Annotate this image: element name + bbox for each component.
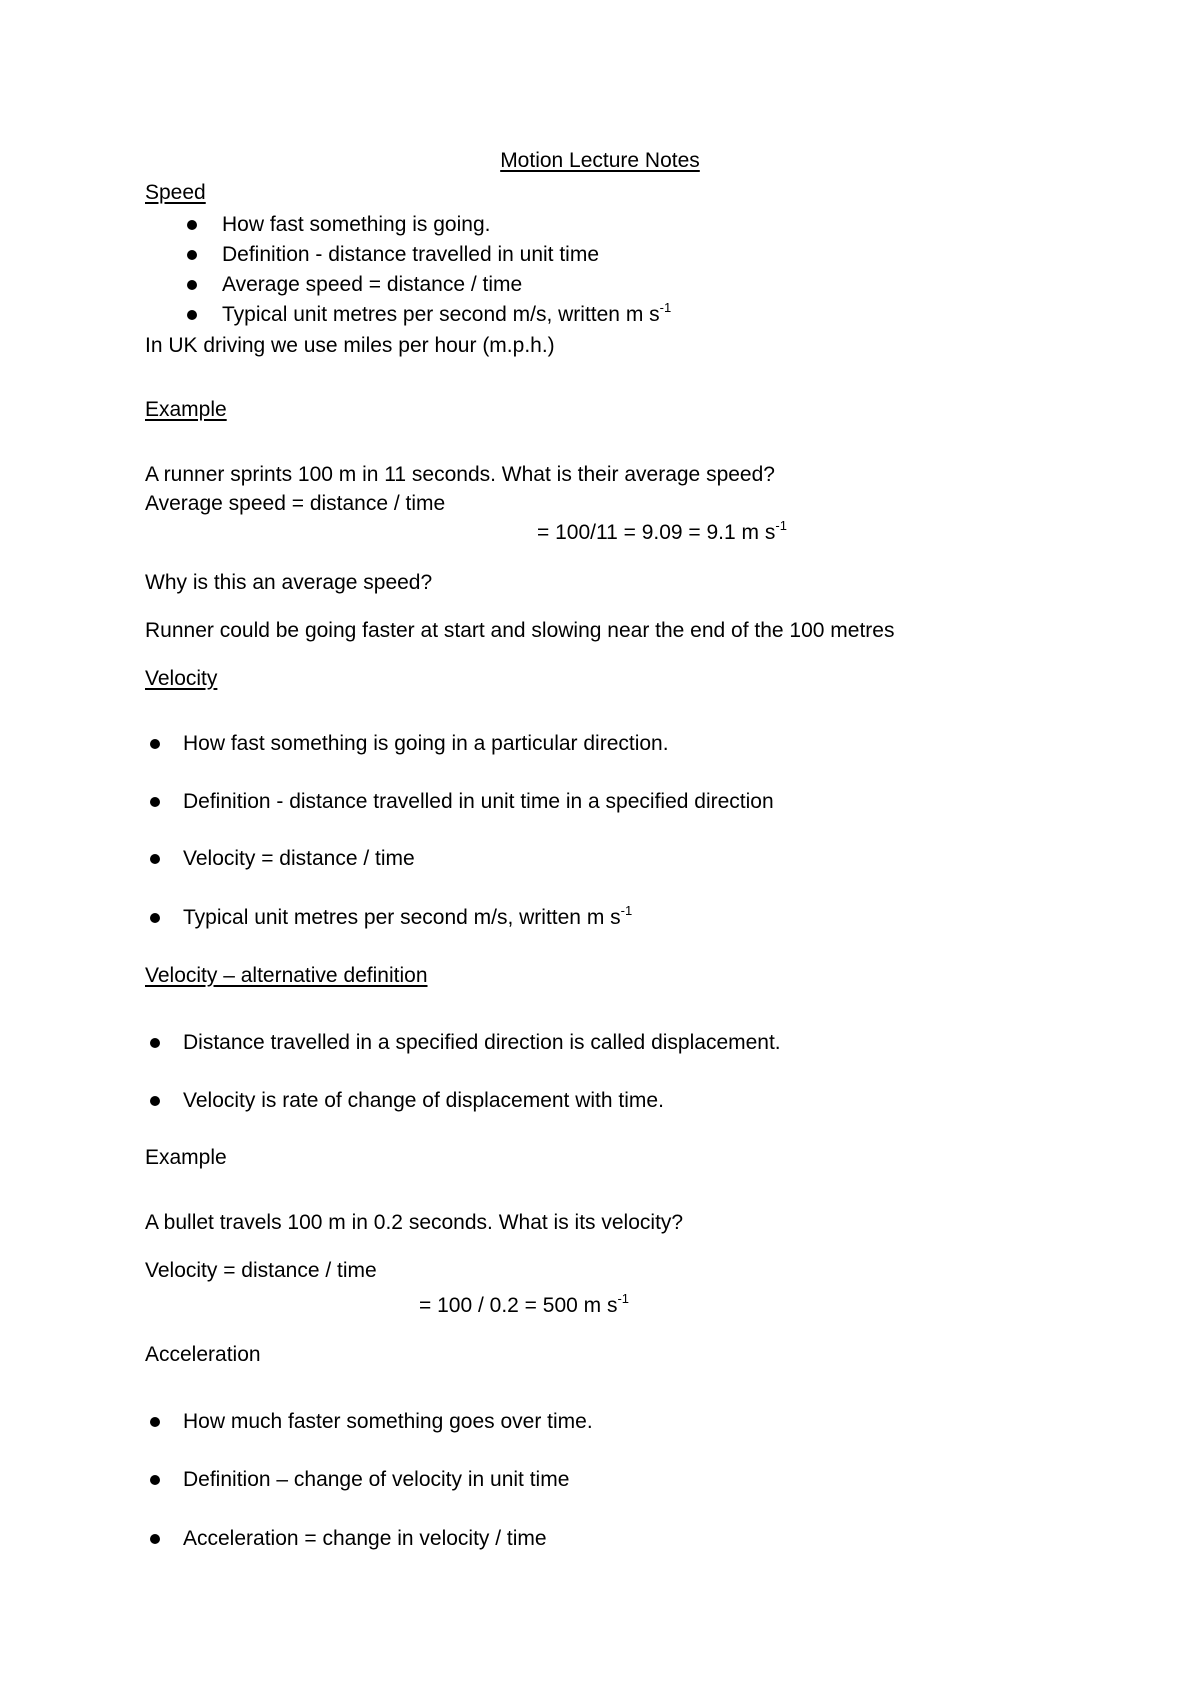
bullet-icon (150, 854, 160, 864)
bullet-icon (187, 250, 197, 260)
list-item-text (183, 905, 632, 931)
bullet-icon (150, 1038, 160, 1048)
list-item-text: Distance travelled in a specified direction is called displacement. (183, 1031, 781, 1054)
list-item-text: How fast something is going in a particular direction. (183, 732, 669, 755)
example1-heading: Example (145, 398, 227, 421)
example2-heading: Example (145, 1146, 227, 1169)
example1-answer: Runner could be going faster at start and slowing near the end of the 100 metres (145, 619, 895, 642)
velocity-heading: Velocity (145, 667, 218, 690)
example1-question: A runner sprints 100 m in 11 seconds. What is their average speed? (145, 463, 775, 486)
unit-text: Typical unit metres per second m/s, written m s (183, 906, 621, 929)
list-item-text: How much faster something goes over time. (183, 1410, 593, 1433)
acceleration-heading: Acceleration (145, 1343, 261, 1366)
calc-text: = 100 / 0.2 = 500 m s (419, 1294, 618, 1317)
velocity-alt-heading: Velocity – alternative definition (145, 964, 428, 987)
list-item-text: Velocity is rate of change of displacement with time. (183, 1089, 664, 1112)
bullet-icon (150, 739, 160, 749)
unit-text: Typical unit metres per second m/s, written m s (222, 303, 660, 326)
bullet-icon (150, 913, 160, 923)
example2-formula: Velocity = distance / time (145, 1259, 377, 1282)
bullet-icon (150, 1534, 160, 1544)
uk-note: In UK driving we use miles per hour (m.p.h.) (145, 334, 555, 357)
example2-question: A bullet travels 100 m in 0.2 seconds. What is its velocity? (145, 1211, 684, 1234)
bullet-icon (150, 1417, 160, 1427)
bullet-icon (150, 1475, 160, 1485)
bullet-icon (150, 1096, 160, 1106)
superscript: -1 (659, 300, 672, 315)
example1-calculation (537, 520, 787, 546)
list-item-text: How fast something is going. (222, 213, 491, 236)
superscript: -1 (617, 1291, 630, 1306)
list-item-text (222, 302, 671, 328)
list-item-text: Definition - distance travelled in unit time (222, 243, 600, 266)
calc-text: = 100/11 = 9.09 = 9.1 m s (537, 521, 776, 544)
list-item-text: Velocity = distance / time (183, 847, 415, 870)
list-item-text: Definition – change of velocity in unit time (183, 1468, 570, 1491)
speed-heading: Speed (145, 181, 206, 204)
bullet-icon (187, 310, 197, 320)
page-title: Motion Lecture Notes (500, 149, 700, 172)
superscript: -1 (775, 518, 787, 533)
bullet-icon (150, 797, 160, 807)
example1-why: Why is this an average speed? (145, 571, 433, 594)
list-item-text: Acceleration = change in velocity / time (183, 1527, 547, 1550)
example2-calculation (419, 1293, 629, 1319)
list-item-text: Average speed = distance / time (222, 273, 523, 296)
example1-formula: Average speed = distance / time (145, 492, 446, 515)
bullet-icon (187, 220, 197, 230)
list-item-text: Definition - distance travelled in unit time in a specified direction (183, 790, 774, 813)
bullet-icon (187, 280, 197, 290)
superscript: -1 (620, 903, 633, 918)
